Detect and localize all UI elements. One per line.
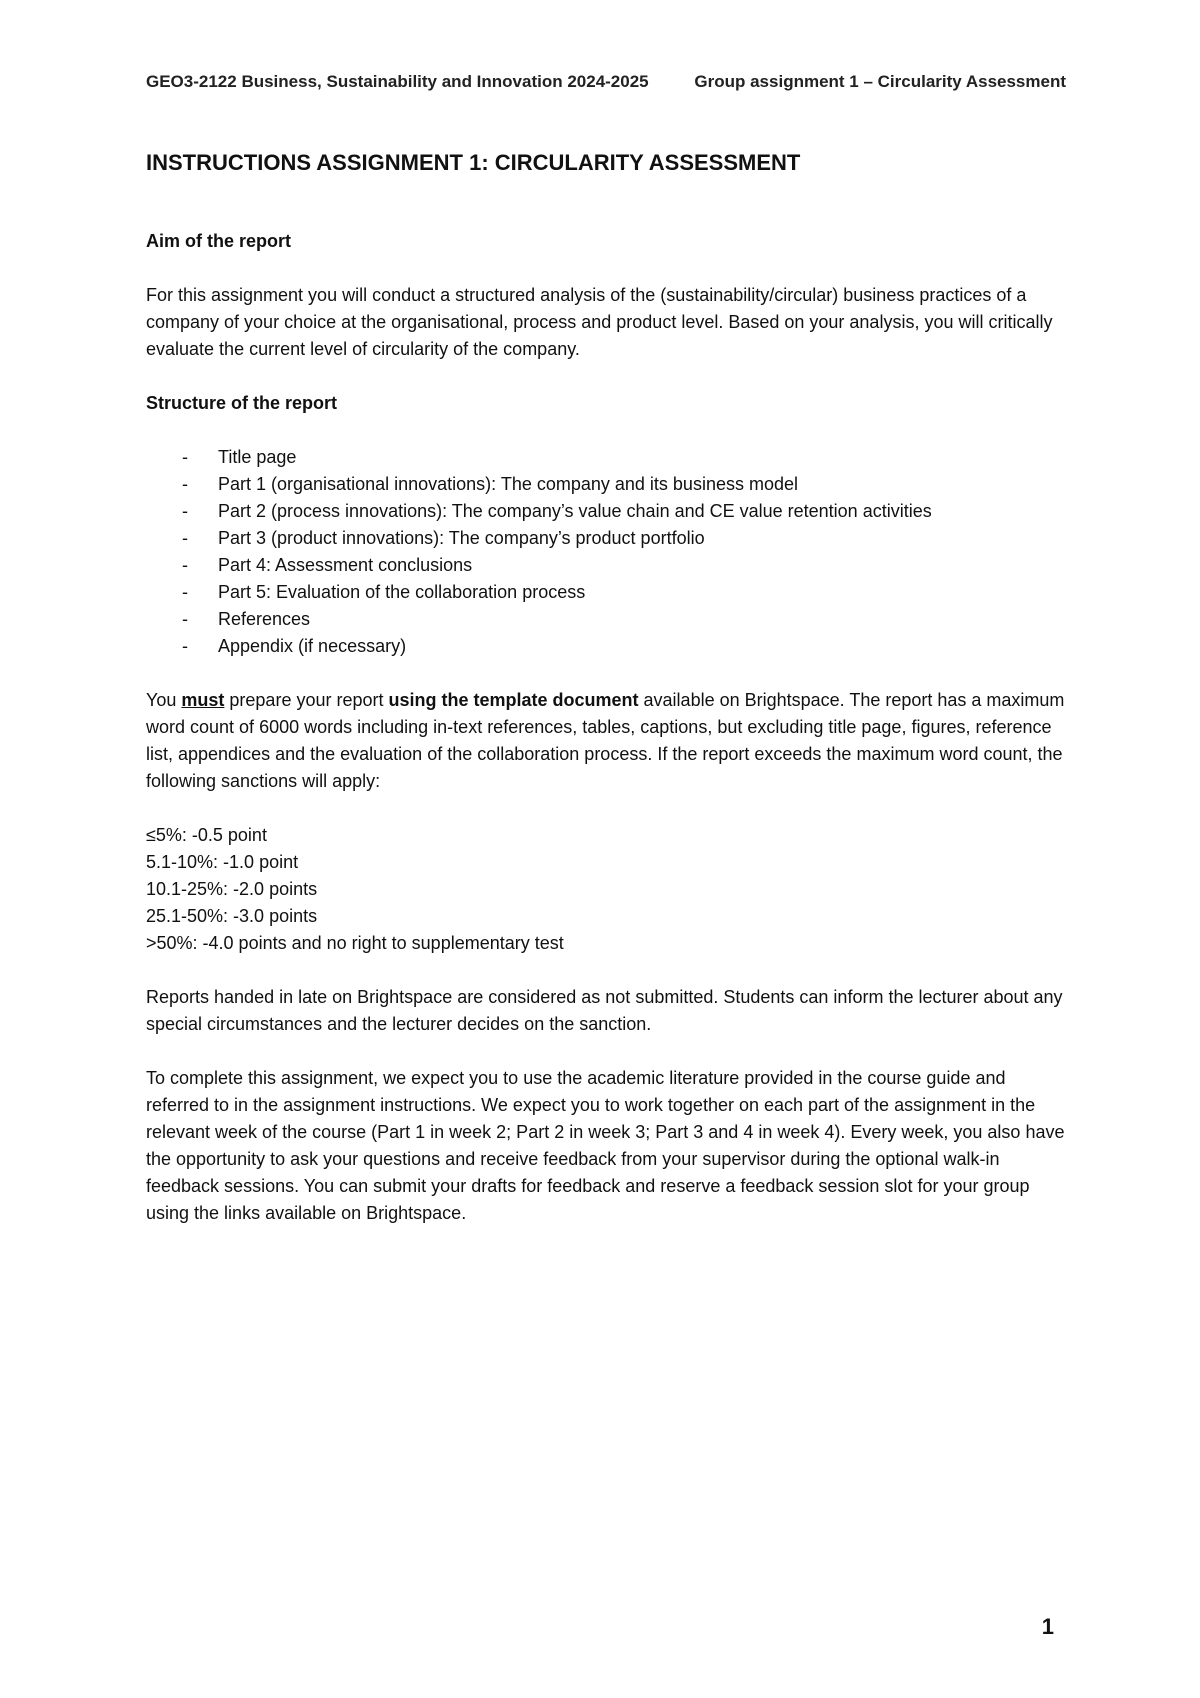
dash-bullet: - [182, 636, 188, 656]
running-header [146, 72, 1066, 92]
aim-heading: Aim of the report [146, 231, 292, 251]
list-item [182, 471, 1066, 498]
list-item [182, 498, 1066, 525]
template-document-emphasis: using the template document [388, 690, 639, 710]
dash-bullet: - [182, 474, 188, 494]
list-item-text: Appendix (if necessary) [218, 636, 407, 656]
document-body [146, 148, 1066, 1254]
aim-paragraph: For this assignment you will conduct a structured analysis of the (sustainability/circular) business practices of a company of your choice at the organisational, process and product level. Based on your analysis, you will critically evaluate the current level of circularity of the company. [146, 285, 1053, 359]
document-title: INSTRUCTIONS ASSIGNMENT 1: CIRCULARITY ASSESSMENT [146, 150, 801, 175]
dash-bullet: - [182, 582, 188, 602]
page-number: 1 [1041, 1614, 1054, 1639]
list-item [182, 579, 1066, 606]
dash-bullet: - [182, 555, 188, 575]
list-item [182, 633, 1066, 660]
sanction-line: ≤5%: -0.5 point [146, 825, 267, 845]
list-item [182, 444, 1066, 471]
must-emphasis: must [181, 690, 225, 710]
sanction-line: 10.1-25%: -2.0 points [146, 879, 318, 899]
template-paragraph [146, 687, 1066, 795]
sanction-line: >50%: -4.0 points and no right to supplementary test [146, 933, 564, 953]
structure-list [146, 444, 1066, 660]
structure-heading: Structure of the report [146, 393, 338, 413]
list-item-text: Part 1 (organisational innovations): The company and its business model [218, 474, 798, 494]
template-text-3: available on Brightspace. The report has a maximum word count of 6000 words including in-text references, tables, captions, but excluding title page, figures, reference list, appendices and the evaluation of the collaboration process. If the report exceeds the maximum word count, the following sanctions will apply: [146, 690, 1065, 791]
sanction-line: 5.1-10%: -1.0 point [146, 852, 299, 872]
dash-bullet: - [182, 609, 188, 629]
header-assignment-title: Group assignment 1 – Circularity Assessment [694, 72, 1066, 91]
list-item-text: Part 5: Evaluation of the collaboration process [218, 582, 586, 602]
header-course-title: GEO3-2122 Business, Sustainability and Innovation 2024-2025 [146, 72, 649, 91]
sanction-line: 25.1-50%: -3.0 points [146, 906, 318, 926]
list-item-text: References [218, 609, 311, 629]
dash-bullet: - [182, 501, 188, 521]
list-item-text: Part 4: Assessment conclusions [218, 555, 473, 575]
template-text-1: You [146, 690, 182, 710]
list-item [182, 606, 1066, 633]
sanctions-list [146, 822, 1066, 957]
list-item [182, 525, 1066, 552]
list-item [182, 552, 1066, 579]
late-submission-paragraph: Reports handed in late on Brightspace are considered as not submitted. Students can inform the lecturer about any special circumstances and the lecturer decides on the sanction. [146, 987, 1063, 1034]
list-item-text: Part 2 (process innovations): The company’s value chain and CE value retention activities [218, 501, 932, 521]
literature-paragraph: To complete this assignment, we expect you to use the academic literature provided in the course guide and referred to in the assignment instructions. We expect you to work together on each part of the assignment in the relevant week of the course (Part 1 in week 2; Part 2 in week 3; Part 3 and 4 in week 4). Every week, you also have the opportunity to ask your questions and receive feedback from your supervisor during the optional walk-in feedback sessions. You can submit your drafts for feedback and reserve a feedback session slot for your group using the links available on Brightspace. [146, 1068, 1065, 1223]
list-item-text: Title page [218, 447, 297, 467]
list-item-text: Part 3 (product innovations): The company’s product portfolio [218, 528, 705, 548]
dash-bullet: - [182, 447, 188, 467]
dash-bullet: - [182, 528, 188, 548]
template-text-2: prepare your report [224, 690, 389, 710]
